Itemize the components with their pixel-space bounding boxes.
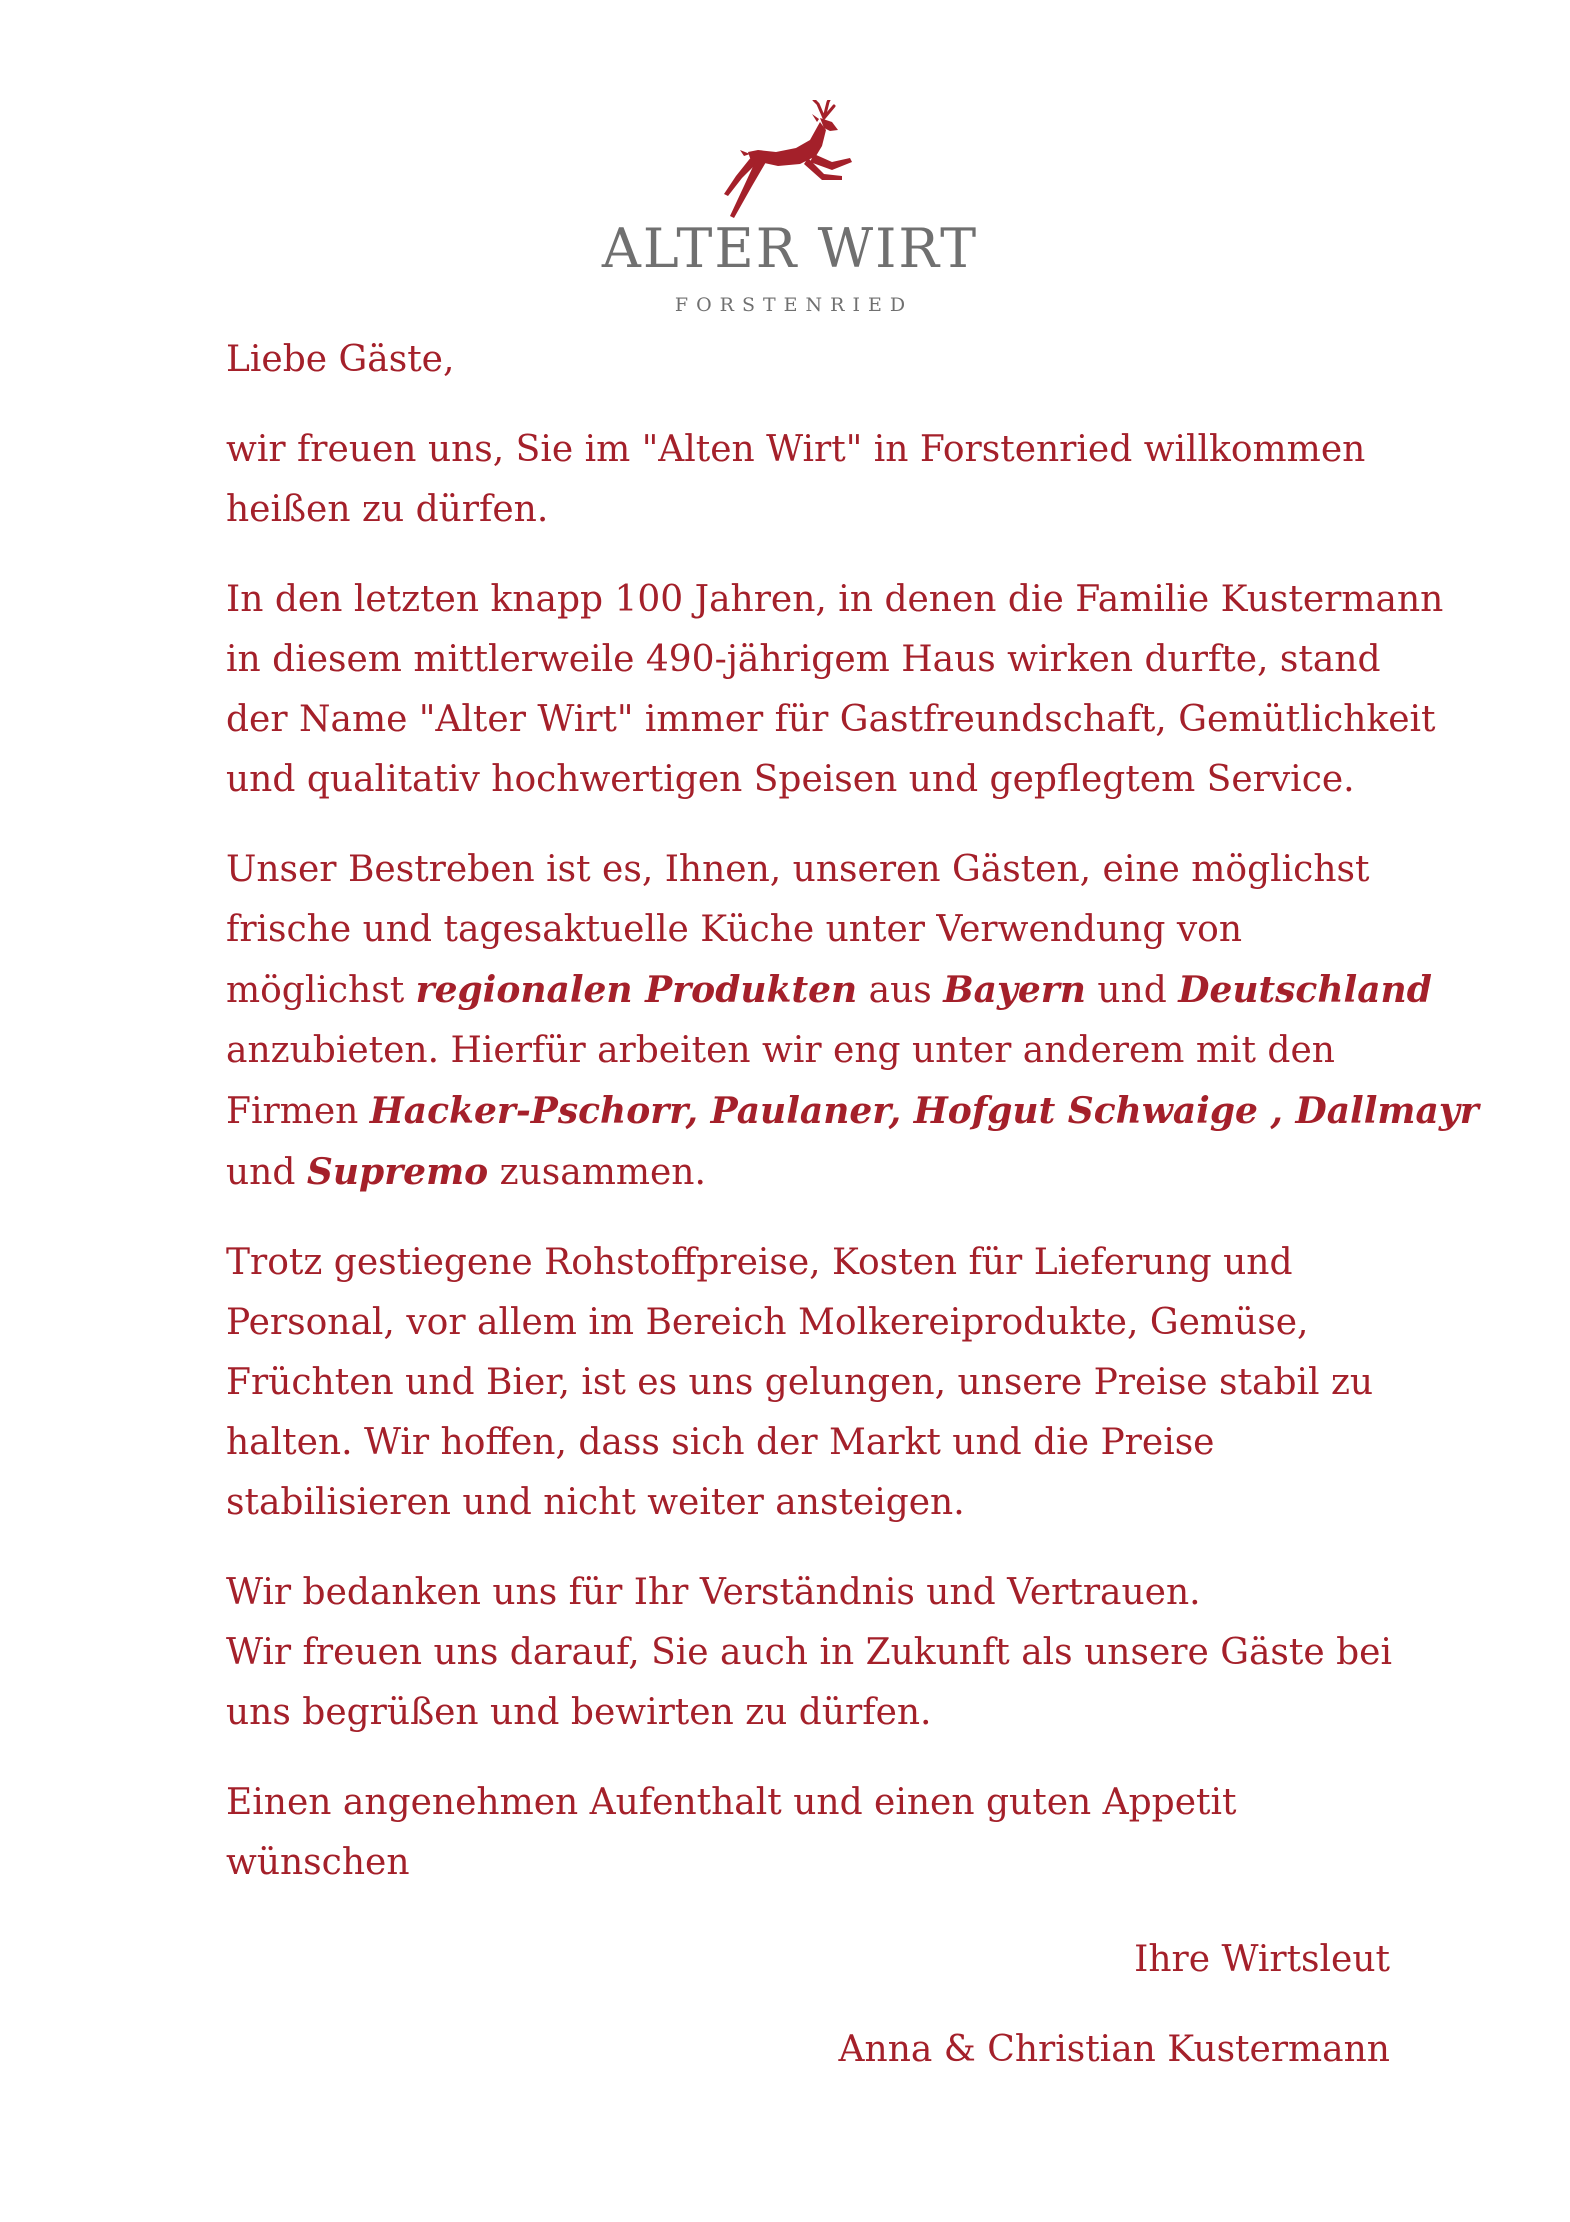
paragraph-kitchen — [226, 840, 1479, 1203]
text-line: heißen zu dürfen. — [226, 489, 549, 530]
paragraph-thanks — [226, 1563, 1476, 1743]
paragraph-history — [226, 570, 1476, 810]
text-line: der Name "Alter Wirt" immer für Gastfreundschaft, Gemütlichkeit — [226, 699, 1436, 740]
emphasis-supremo: Supremo — [306, 1151, 489, 1193]
text-line: In den letzten knapp 100 Jahren, in denen die Familie Kustermann — [226, 579, 1444, 620]
text-segment: und — [1085, 970, 1179, 1011]
text-segment: und — [226, 1152, 307, 1193]
text-line: Wir bedanken uns für Ihr Verständnis und Vertrauen. — [226, 1572, 1201, 1613]
emphasis-regional-products: regionalen Produkten — [415, 969, 858, 1011]
logo — [590, 100, 990, 330]
text-line: Trotz gestiegene Rohstoffpreise, Kosten für Lieferung und — [226, 1242, 1293, 1283]
text-segment: möglichst — [226, 970, 416, 1011]
text-line — [226, 960, 1476, 1021]
text-line: uns begrüßen und bewirten zu dürfen. — [226, 1692, 932, 1733]
text-line: wünschen — [226, 1842, 410, 1883]
text-line: Personal, vor allem im Bereich Molkereiprodukte, Gemüse, — [226, 1302, 1309, 1343]
letter-body — [226, 330, 1479, 1923]
signature-names: Anna & Christian Kustermann — [838, 2029, 1390, 2070]
paragraph-prices — [226, 1233, 1476, 1533]
closing-line: Ihre Wirtsleut — [1134, 1939, 1390, 1980]
emphasis-partner-firms: Hacker-Pschorr, Paulaner, Hofgut Schwaige , Dallmayr — [369, 1090, 1479, 1132]
text-line: Unser Bestreben ist es, Ihnen, unseren Gästen, eine möglichst — [226, 849, 1370, 890]
emphasis-bayern: Bayern — [943, 969, 1086, 1011]
leaping-deer-icon — [720, 100, 870, 225]
brand-name: ALTER WIRT — [601, 217, 979, 280]
text-line: halten. Wir hoffen, dass sich der Markt und die Preise — [226, 1422, 1215, 1463]
greeting — [226, 330, 1476, 390]
text-line — [226, 1081, 1479, 1142]
text-line: wir freuen uns, Sie im "Alten Wirt" in Forstenried willkommen — [226, 429, 1366, 470]
text-line: frische und tagesaktuelle Küche unter Verwendung von — [226, 909, 1243, 950]
paragraph-welcome — [226, 420, 1476, 540]
text-line: und qualitativ hochwertigen Speisen und gepflegtem Service. — [226, 759, 1355, 800]
text-line: stabilisieren und nicht weiter ansteigen. — [226, 1482, 965, 1523]
emphasis-deutschland: Deutschland — [1178, 969, 1432, 1011]
text-line — [226, 1142, 1476, 1203]
text-segment: aus — [857, 970, 944, 1011]
text-line: Früchten und Bier, ist es uns gelungen, unsere Preise stabil zu — [226, 1362, 1374, 1403]
text-line: in diesem mittlerweile 490-jährigem Haus wirken durfte, stand — [226, 639, 1381, 680]
text-segment: Firmen — [226, 1091, 370, 1132]
paragraph-wishes — [226, 1773, 1476, 1893]
text-line: Wir freuen uns darauf, Sie auch in Zukunft als unsere Gäste bei — [226, 1632, 1392, 1673]
text-line: Einen angenehmen Aufenthalt und einen guten Appetit — [226, 1782, 1237, 1823]
text-line: anzubieten. Hierfür arbeiten wir eng unter anderem mit den — [226, 1030, 1335, 1071]
greeting-line: Liebe Gäste, — [226, 339, 455, 380]
text-segment: zusammen. — [488, 1152, 706, 1193]
brand-subtitle: FORSTENRIED — [674, 294, 914, 316]
